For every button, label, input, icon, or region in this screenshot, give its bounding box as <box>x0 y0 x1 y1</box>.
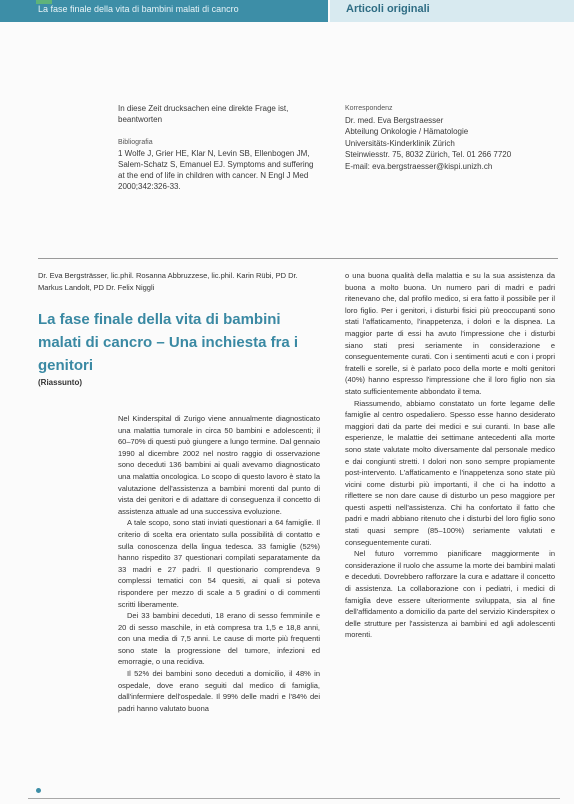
page-marker <box>36 788 41 793</box>
body-column-right <box>345 270 555 641</box>
running-header <box>0 0 574 22</box>
body-column-middle <box>118 413 320 714</box>
body-paragraph: Riassumendo, abbiamo constatato un forte legame delle famiglie al centro ospedaliero. Spesso esse hanno desiderato maggiori dati da parte dei medici e sui curanti. In base alle esperienze, le malattie dei settimane antecedenti alla morte sono state valutate molto diversamente dal personale medico e dai congiunti stretti. I dolori non sono sempre propiamente post-intervento. L'affaticamento e l'inappetenza sono state più vicini come disturbi più importanti, il che ci ha indotto a riflettere se non dare cause di disturbo un peso maggiore per questi aspetti nell'assistenza. Chi ha confortato il fatto che padri e madri abbiano ritenuto che i disturbi del loro figlio sono stati quasi sempre (85–100%) seriamente valutati e conseguentemente curati. <box>345 398 555 547</box>
correspondence-hospital: Universitäts-Kinderklinik Zürich <box>345 138 455 148</box>
correspondence-address: Steinwiesstr. 75, 8032 Zürich, Tel. 01 266 7720 <box>345 150 512 159</box>
article-subtitle: (Riassunto) <box>38 378 82 387</box>
body-paragraph: A tale scopo, sono stati inviati questionari a 64 famiglie. Il criterio di scelta era orientato sulla possibilità di contatto e sulla conoscenza della lingua tedesca. 33 famiglie (52%) hanno rispedito 37 questionari compilati separatamente da 33 madri e 27 padri. Il questionario comprendeva 9 complessi tematici con 54 quesiti, ai quali si poteva rispondere per mezzo di scale a 5 gradini o di commenti scritti liberamente. <box>118 518 320 609</box>
bibliography-heading: Bibliografia <box>118 139 153 146</box>
section-label: Articoli originali <box>346 3 430 15</box>
references-block <box>118 103 318 192</box>
running-title: La fase finale della vita di bambini malati di cancro <box>38 4 239 14</box>
body-paragraph: Nel futuro vorremmo pianificare maggiormente in considerazione il ruolo che assume la morte dei bambini malati e deceduti. Dovrebbero rafforzare la cura e adattare il concetto di assistenza. La collaborazione con i pediatri, i medici di famiglia deve essere ulteriormente sviluppata, sia al fine dell'affidamento a domicilio da parte del servizio Kinderspitex o delle strutture per l'assistenza ai bambini ed agli adolescenti morenti. <box>345 549 555 640</box>
correspondence-email[interactable]: E-mail: eva.bergstraesser@kispi.unizh.ch <box>345 161 493 171</box>
article-title: La fase finale della vita di bambini malati di cancro – Una inchiesta fra i genitori <box>38 311 299 374</box>
correspondence-name: Dr. med. Eva Bergstraesser <box>345 115 444 125</box>
bibliography-entry: 1 Wolfe J, Grier HE, Klar N, Levin SB, Ellenbogen JM, Salem-Schatz S, Emanuel EJ. Symptoms and suffering at the end of life in children with cancer. N Engl J Med 2000;342:326-33. <box>118 149 314 191</box>
correspondence-heading: Korrespondenz <box>345 105 393 112</box>
footer-rule <box>28 798 560 799</box>
section-bar <box>330 0 574 22</box>
correspondence-block <box>345 103 555 172</box>
article-authors: Dr. Eva Bergsträsser, lic.phil. Rosanna Abbruzzese, lic.phil. Karin Rübi, PD Dr. Markus Landolt, PD Dr. Felix Niggli <box>38 271 298 292</box>
references-note: In diese Zeit drucksachen eine direkte Frage ist, beantworten <box>118 104 289 124</box>
body-paragraph: Il 52% dei bambini sono deceduti a domicilio, il 48% in ospedale, dove erano seguiti dal medico di famiglia, dall'infermiere dell'ospedale. Il 99% delle madri e l'84% dei padri hanno valutato buona <box>118 669 320 713</box>
section-divider <box>38 258 558 259</box>
correspondence-dept: Abteilung Onkologie / Hämatologie <box>345 127 469 136</box>
body-paragraph: Dei 33 bambini deceduti, 18 erano di sesso femminile e 20 di sesso maschile, in età compresa tra 1,5 e 18,8 anni, con una media di 7,5 anni. Le cause di morte più frequenti sono state la progressione del tumore, infezioni ed emorragie, o una recidiva. <box>118 611 320 667</box>
accent-mark <box>36 0 52 4</box>
body-paragraph: Nel Kinderspital di Zurigo viene annualmente diagnosticato una malattia tumorale in circa 50 bambini e adolescenti; il 60–70% di questi può giungere a lungo termine. Dal gennaio 1990 al dicembre 2002 nel nostro raggio di osservazione sono deceduti 136 bambini ai quali avevamo diagnosticato una malattia oncologica. Lo scopo di questo lavoro è stato la valutazione dell'assistenza a bambini morenti dal punto di vista dei genitori e di adattare di conseguenza il concetto di assistenza attuale ad una successiva evoluzione. <box>118 414 320 516</box>
body-paragraph: o una buona qualità della malattia e su la sua assistenza da buona a molto buona. Un numero pari di madri e padri ritenevano che, dal profilo medico, si era fatto il possibile per il loro figlio. Per i genitori, i disturbi fisici più preoccupanti sono stati l'affaticamento, l'inappetenza, i dolori e la dispnea. La maggior parte di essi ha avuto l'impressione che i disturbi siano stati presi seriamente in considerazione e conseguentemente curati. Con i sentimenti acuti e con i propri fratelli e sorelle, si è parlato poco della morte e molti genitori (40%) hanno espresso l'impressione che il loro figlio non sia stato sufficientemente abbondato il tema. <box>345 271 555 396</box>
